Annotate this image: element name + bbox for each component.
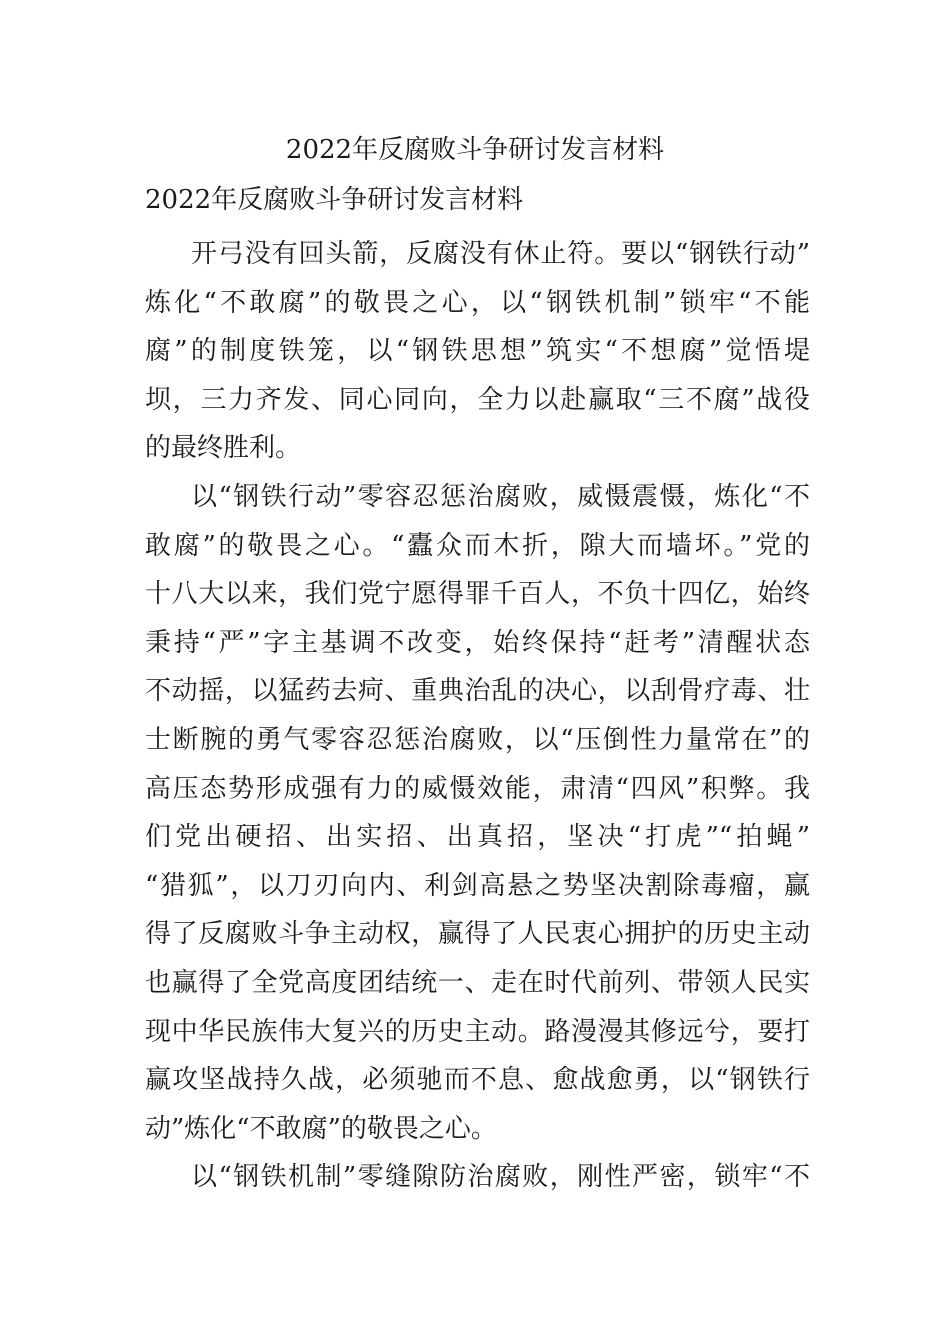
- paragraph-line: 们党出硬招、出实招、出真招，坚决“打虎”“拍蝇”: [145, 822, 810, 853]
- paragraph-line: 秉持“严”字主基调不改变，始终保持“赶考”清醒状态: [145, 627, 810, 658]
- paragraph-line: 赢攻坚战持久战，必须驰而不息、愈战愈勇，以“钢铁行: [145, 1065, 810, 1096]
- paragraph-line: 以“钢铁行动”零容忍惩治腐败，威慑震慑，炼化“不: [191, 481, 810, 512]
- paragraph-line: 以“钢铁机制”零缝隙防治腐败，刚性严密，锁牢“不: [191, 1162, 810, 1193]
- paragraph-line: 士断腕的勇气零容忍惩治腐败，以“压倒性力量常在”的: [145, 724, 810, 755]
- paragraph-1: [145, 230, 810, 473]
- paragraph-line: 十八大以来，我们党宁愿得罪千百人，不负十四亿，始终: [145, 579, 810, 610]
- paragraph-line: 腐”的制度铁笼，以“钢铁思想”筑实“不想腐”觉悟堤: [145, 336, 810, 367]
- paragraph-line: 高压态势形成强有力的威慑效能，肃清“四风”积弊。我: [145, 773, 810, 804]
- paragraph-3: [145, 1153, 810, 1202]
- paragraph-line: 开弓没有回头箭，反腐没有休止符。要以“钢铁行动”: [191, 239, 810, 269]
- paragraph-line: 现中华民族伟大复兴的历史主动。路漫漫其修远兮，要打: [145, 1016, 810, 1047]
- paragraph-line: 敢腐”的敬畏之心。“蠹众而木折，隙大而墙坏。”党的: [145, 530, 810, 561]
- document-body: [145, 230, 810, 1202]
- paragraph-2: [145, 473, 810, 1153]
- paragraph-line: 动”炼化“不敢腐”的敬畏之心。: [145, 1113, 497, 1144]
- paragraph-line: 的最终胜利。: [145, 433, 302, 464]
- document-subtitle: 2022年反腐败斗争研讨发言材料: [145, 185, 524, 215]
- paragraph-line: 坝，三力齐发、同心同向，全力以赴赢取“三不腐”战役: [145, 384, 810, 415]
- document-title: 2022年反腐败斗争研讨发言材料: [285, 135, 665, 165]
- paragraph-line: “猎狐”，以刀刃向内、利剑高悬之势坚决割除毒瘤，赢: [145, 870, 810, 901]
- paragraph-line: 得了反腐败斗争主动权，赢得了人民衷心拥护的历史主动: [145, 919, 810, 950]
- paragraph-line: 不动摇，以猛药去疴、重典治乱的决心，以刮骨疗毒、壮: [145, 676, 810, 707]
- paragraph-line: 炼化“不敢腐”的敬畏之心，以“钢铁机制”锁牢“不能: [145, 287, 810, 318]
- paragraph-line: 也赢得了全党高度团结统一、走在时代前列、带领人民实: [145, 967, 810, 998]
